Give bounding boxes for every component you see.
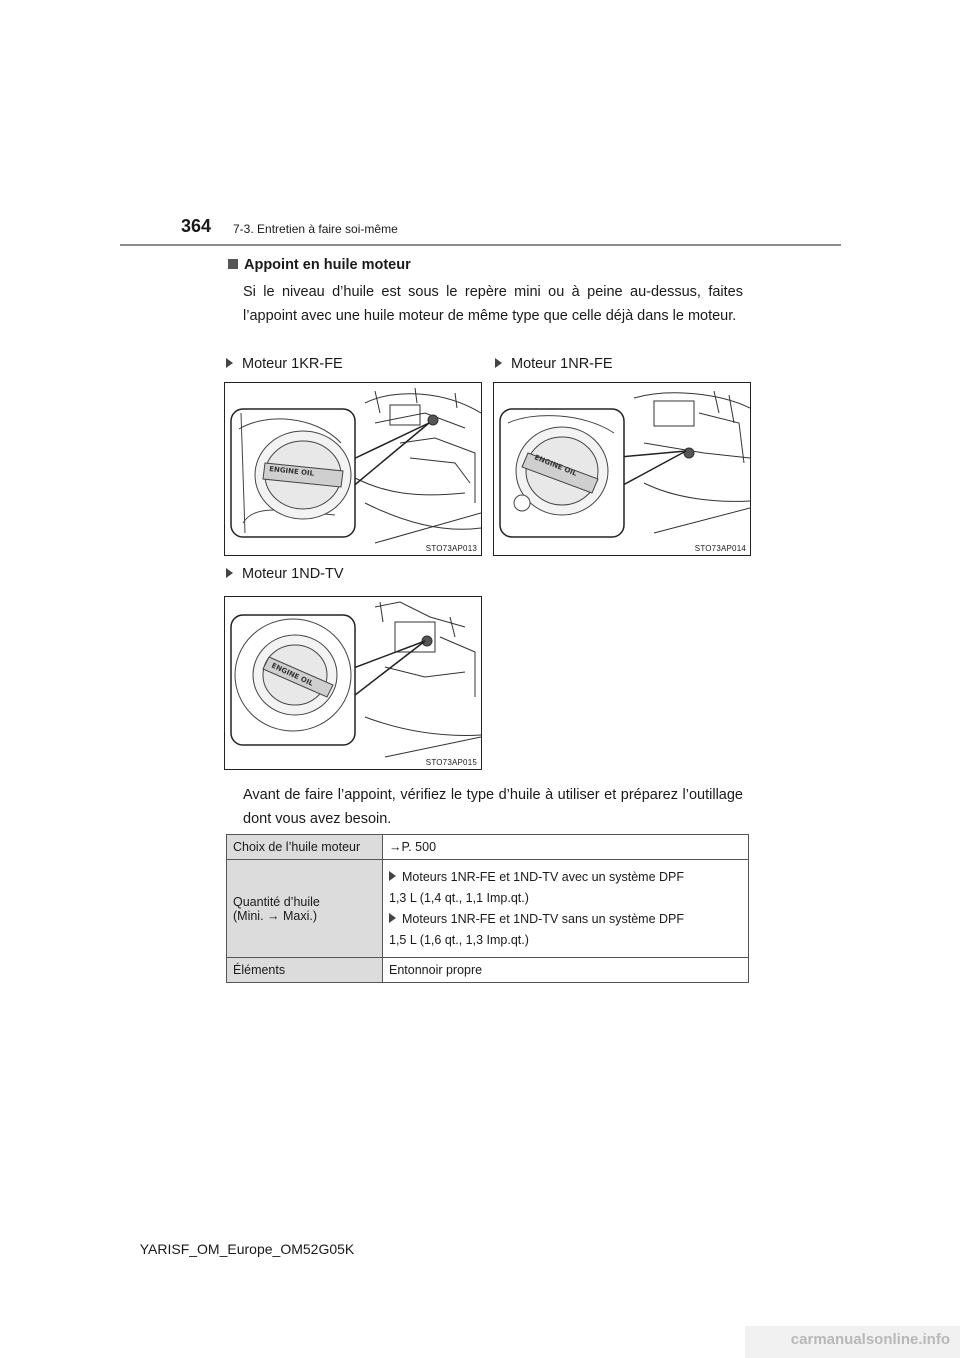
before-paragraph: Avant de faire l’appoint, vérifiez le type d’huile à utiliser et préparez l’outillage dont vous avez besoin. xyxy=(243,787,743,827)
table-value-line xyxy=(389,910,742,928)
figure-code: STO73AP013 xyxy=(425,544,477,553)
engine-figure-1nr xyxy=(493,382,751,556)
square-bullet-icon xyxy=(228,259,238,269)
table-value: Entonnoir propre xyxy=(383,958,749,983)
cap-text: ENGINE OIL xyxy=(268,465,315,478)
engine-figure-1nd xyxy=(224,596,482,770)
engine-bay-illustration xyxy=(225,383,481,555)
triangle-bullet-icon xyxy=(495,358,502,368)
table-key: Éléments xyxy=(227,958,383,983)
figure-label-1kr xyxy=(226,356,343,372)
cap-text: ENGINE OIL xyxy=(270,661,315,688)
engine-bay-illustration xyxy=(494,383,750,555)
table-value-line xyxy=(389,868,742,886)
section-heading-text: Appoint en huile moteur xyxy=(244,257,411,273)
oil-spec-table xyxy=(226,834,749,983)
table-key-line: (Mini. → Maxi.) xyxy=(233,908,318,923)
watermark-text: carmanualsonline.info xyxy=(790,1331,950,1348)
figure-label-1nd xyxy=(226,566,344,582)
table-key: Choix de l’huile moteur xyxy=(227,835,383,860)
triangle-bullet-icon xyxy=(389,913,396,923)
page-number: 364 xyxy=(181,216,212,236)
table-key-line: Quantité d’huile xyxy=(233,894,320,909)
engine-bay-illustration xyxy=(225,597,481,769)
footer-text: YARISF_OM_Europe_OM52G05K xyxy=(139,1241,355,1257)
intro-paragraph: Si le niveau d’huile est sous le repère mini ou à peine au-dessus, faites l’appoint avec une huile moteur de même type que celle déjà dans le moteur. xyxy=(243,284,743,324)
table-value-line: 1,5 L (1,6 qt., 1,3 Imp.qt.) xyxy=(389,933,529,947)
table-key xyxy=(227,860,383,958)
triangle-bullet-icon xyxy=(226,358,233,368)
table-row xyxy=(227,958,749,983)
footer xyxy=(0,1241,960,1257)
watermark xyxy=(745,1326,960,1358)
triangle-bullet-icon xyxy=(389,871,396,881)
section-heading xyxy=(228,257,411,273)
table-value xyxy=(383,860,749,958)
table-row xyxy=(227,860,749,958)
cap-text: ENGINE OIL xyxy=(533,453,579,478)
engine-figure-1kr xyxy=(224,382,482,556)
table-value-line: 1,3 L (1,4 qt., 1,1 Imp.qt.) xyxy=(389,891,529,905)
figure-code: STO73AP015 xyxy=(425,758,477,767)
table-value-text: Moteurs 1NR-FE et 1ND-TV avec un système DPF xyxy=(402,870,685,884)
table-value-text: Moteurs 1NR-FE et 1ND-TV sans un système DPF xyxy=(402,912,685,926)
figure-label-text: Moteur 1KR-FE xyxy=(242,356,343,372)
triangle-bullet-icon xyxy=(226,568,233,578)
figure-label-text: Moteur 1ND-TV xyxy=(242,566,344,582)
section-title: 7-3. Entretien à faire soi-même xyxy=(233,222,398,236)
figure-label-text: Moteur 1NR-FE xyxy=(511,356,613,372)
table-value: →P. 500 xyxy=(383,835,749,860)
figure-code: STO73AP014 xyxy=(694,544,746,553)
header-divider xyxy=(120,244,841,246)
figure-label-1nr xyxy=(495,356,613,372)
table-row xyxy=(227,835,749,860)
